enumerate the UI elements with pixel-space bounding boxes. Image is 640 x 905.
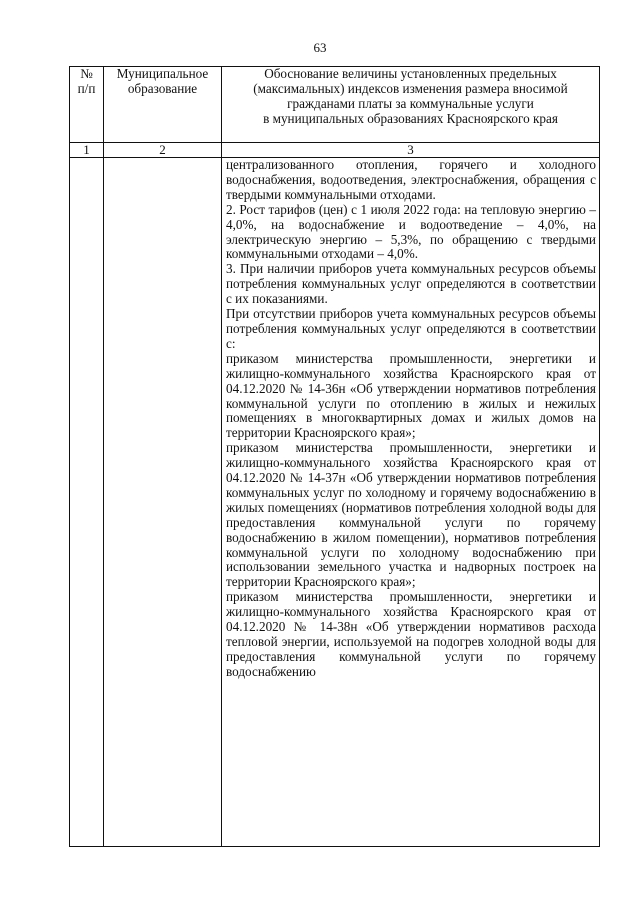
paragraph: централизованного отопления, горячего и холодного водоснабжения, водоотведения, электроснабжения, обращения с твердыми коммунальными отходами. [226, 157, 596, 202]
table-header-row [70, 67, 600, 143]
paragraph: 3. При наличии приборов учета коммунальных ресурсов объемы потребления коммунальных услуг определяются в соответствии с их показаниями. [226, 261, 596, 307]
justification-cell [222, 158, 600, 847]
municipality-cell [104, 158, 222, 847]
paragraph: 2. Рост тарифов (цен) с 1 июля 2022 года: на тепловую энергию – 4,0%, на водоснабжение и водоотведение – 4,0%, на электрическую энергию – 5,3%, по обращению с твердыми коммунальными отходами – 4,0%. [226, 201, 596, 262]
column-number-3: 3 [222, 143, 600, 158]
paragraph: приказом министерства промышленности, энергетики и жилищно-коммунального хозяйства Красноярского края от 04.12.2020 № 14-36н «Об утверждении нормативов потребления коммунальной услуги по отоплению в жилых и нежилых помещениях в многоквартирных домах и жилых домов на территории Красноярского края»; [226, 350, 596, 441]
paragraph: При отсутствии приборов учета коммунальных ресурсов объемы потребления коммунальных услуг определяются в соответствии с: [226, 306, 596, 351]
column-number-2: 2 [104, 143, 222, 158]
justification-table [69, 66, 600, 847]
header-municipality: Муниципальное образование [104, 67, 222, 143]
row-number-cell [70, 158, 104, 847]
page-number: 63 [313, 40, 327, 55]
column-numbering-row [70, 143, 600, 158]
column-number-1: 1 [70, 143, 104, 158]
table-row [70, 158, 600, 847]
paragraph: приказом министерства промышленности, энергетики и жилищно-коммунального хозяйства Красноярского края от 04.12.2020 № 14-38н «Об утверждении нормативов расхода тепловой энергии, используемой на подогрев холодной воды для предоставления коммунальной услуги по горячему водоснабжению [226, 589, 596, 679]
header-number: № п/п [70, 67, 104, 143]
header-justification: Обоснование величины установленных предельных (максимальных) индексов изменения размера вносимой гражданами платы за коммунальные услуги в муниципальных образованиях Красноярского края [222, 67, 600, 143]
paragraph: приказом министерства промышленности, энергетики и жилищно-коммунального хозяйства Красноярского края от 04.12.2020 № 14-37н «Об утверждении нормативов потребления коммунальных услуг по холодному и горячему водоснабжению в жилых помещениях (нормативов потребления холодной воды для предоставления коммунальной услуги по горячему водоснабжению в жилом помещении), нормативов потребления коммунальной услуги по холодному водоснабжению при использовании земельного участка и надворных построек на территории Красноярского края»; [226, 440, 596, 590]
